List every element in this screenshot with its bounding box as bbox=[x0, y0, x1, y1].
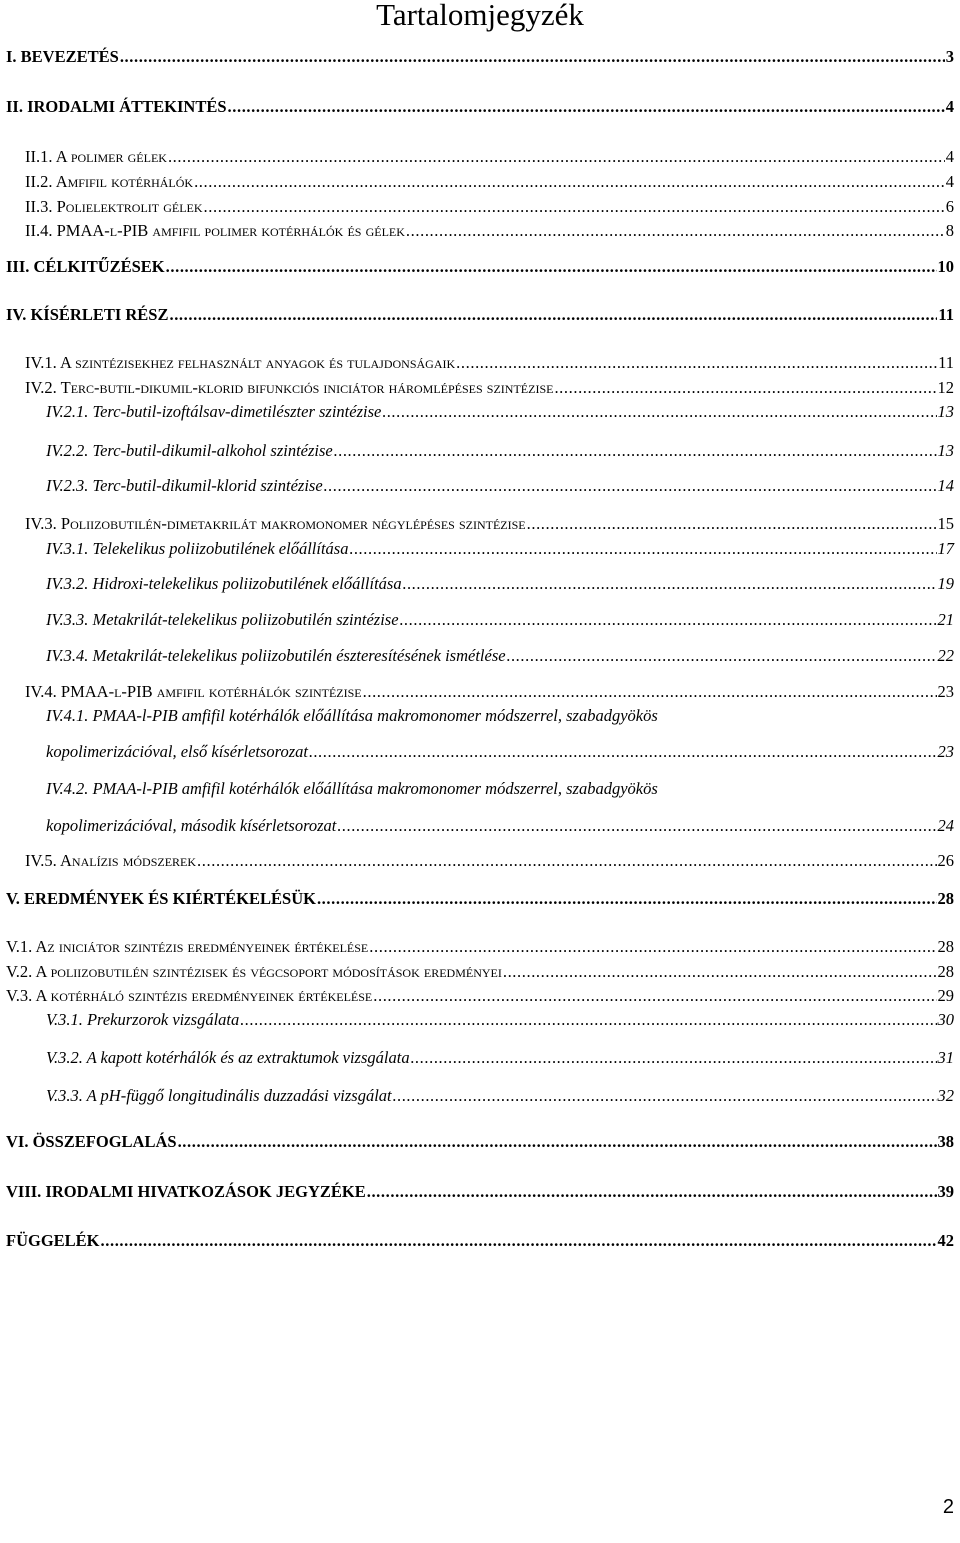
toc-entry-first-line[interactable]: IV.4.1. PMAA-l-PIB amfifil kotérhálók előállítása makromonomer módszerrel, szabadgyökös bbox=[46, 706, 658, 725]
toc-leader-dots bbox=[503, 960, 937, 984]
toc-entry-text: IV.3.2. Hidroxi-telekelikus poliizobutilének előállítása bbox=[46, 574, 402, 593]
toc-entry[interactable] bbox=[25, 376, 954, 402]
toc-leader-dots bbox=[166, 255, 937, 279]
toc-entry[interactable] bbox=[46, 644, 954, 670]
toc-entry-text: kopolimerizációval, első kísérletsorozat bbox=[46, 742, 308, 761]
toc-leader-dots bbox=[169, 303, 937, 327]
toc-entry[interactable] bbox=[46, 400, 954, 426]
toc-entry[interactable] bbox=[46, 1008, 954, 1034]
toc-page-number: 22 bbox=[937, 646, 954, 665]
toc-leader-dots bbox=[349, 537, 936, 561]
toc-page-number: 10 bbox=[937, 257, 954, 276]
toc-leader-dots bbox=[403, 572, 937, 596]
toc-leader-dots bbox=[400, 608, 937, 632]
toc-entry[interactable] bbox=[25, 219, 954, 245]
toc-leader-dots bbox=[554, 376, 936, 400]
toc-page-number: 31 bbox=[937, 1048, 954, 1067]
toc-leader-dots bbox=[527, 512, 937, 536]
toc-entry-text: II.4. PMAA-l-PIB amfifil polimer kotérhálók és gélek bbox=[25, 221, 405, 240]
toc-entry-text: V.3.3. A pH-függő longitudinális duzzadási vizsgálat bbox=[46, 1086, 392, 1105]
toc-entry[interactable] bbox=[6, 1180, 954, 1206]
toc-entry[interactable] bbox=[25, 195, 954, 221]
toc-leader-dots bbox=[334, 439, 937, 463]
toc-entry-text: IV.2.1. Terc-butil-izoftálsav-dimetilészter szintézise bbox=[46, 402, 382, 421]
page-number: 2 bbox=[942, 1496, 954, 1518]
toc-page-number: 29 bbox=[937, 986, 954, 1005]
toc-page-number: 13 bbox=[937, 441, 954, 460]
toc-page-number: 42 bbox=[937, 1231, 954, 1250]
toc-leader-dots bbox=[240, 1008, 936, 1032]
toc-entry[interactable] bbox=[25, 512, 954, 538]
toc-page-number: 12 bbox=[937, 378, 954, 397]
toc-leader-dots bbox=[337, 814, 936, 838]
toc-entry-text: V.2. A poliizobutilén szintézisek és végcsoport módosítások eredményei bbox=[6, 962, 502, 981]
toc-leader-dots bbox=[507, 644, 937, 668]
toc-leader-dots bbox=[369, 935, 936, 959]
toc-entry-text: V.1. Az iniciátor szintézis eredményeinek értékelése bbox=[6, 937, 369, 956]
toc-entry-text: VI. ÖSSZEFOGLALÁS bbox=[6, 1132, 177, 1151]
toc-entry-text: II.3. Polielektrolit gélek bbox=[25, 197, 203, 216]
toc-page-number: 39 bbox=[937, 1182, 954, 1201]
toc-leader-dots bbox=[324, 474, 937, 498]
toc-entry[interactable] bbox=[25, 849, 954, 875]
toc-entry[interactable] bbox=[46, 537, 954, 563]
toc-page-number: 4 bbox=[945, 97, 954, 116]
toc-entry-text: VIII. IRODALMI HIVATKOZÁSOK JEGYZÉKE bbox=[6, 1182, 366, 1201]
toc-leader-dots bbox=[309, 740, 937, 764]
toc-leader-dots bbox=[317, 887, 937, 911]
toc-entry[interactable] bbox=[6, 95, 954, 121]
toc-entry-text: IV.3.1. Telekelikus poliizobutilének előállítása bbox=[46, 539, 349, 558]
toc-page-number: 28 bbox=[937, 937, 954, 956]
toc-leader-dots bbox=[406, 219, 945, 243]
toc-entry[interactable] bbox=[25, 145, 954, 171]
toc-entry[interactable] bbox=[46, 572, 954, 598]
toc-entry-text: IV.3. Poliizobutilén-dimetakrilát makromonomer négylépéses szintézise bbox=[25, 514, 526, 533]
toc-entry[interactable] bbox=[46, 1084, 954, 1110]
toc-entry-text: V.3.2. A kapott kotérhálók és az extraktumok vizsgálata bbox=[46, 1048, 410, 1067]
toc-entry[interactable] bbox=[6, 984, 954, 1010]
toc-entry[interactable] bbox=[46, 814, 954, 840]
toc-entry[interactable] bbox=[6, 45, 954, 71]
toc-entry[interactable] bbox=[46, 439, 954, 465]
toc-entry[interactable] bbox=[46, 474, 954, 500]
toc-leader-dots bbox=[373, 984, 936, 1008]
toc-page-number: 15 bbox=[937, 514, 954, 533]
toc-leader-dots bbox=[393, 1084, 937, 1108]
toc-entry-text: IV.1. A szintézisekhez felhasznált anyagok és tulajdonságaik bbox=[25, 353, 456, 372]
toc-leader-dots bbox=[367, 1180, 937, 1204]
toc-entry-text: V.3.1. Prekurzorok vizsgálata bbox=[46, 1010, 240, 1029]
toc-entry-text: IV.2.3. Terc-butil-dikumil-klorid szintézise bbox=[46, 476, 323, 495]
toc-entry[interactable] bbox=[46, 1046, 954, 1072]
toc-entry-first-line[interactable]: IV.4.2. PMAA-l-PIB amfifil kotérhálók előállítása makromonomer módszerrel, szabadgyökös bbox=[46, 779, 658, 798]
toc-page-number: 6 bbox=[945, 197, 954, 216]
toc-entry-text: kopolimerizációval, második kísérletsorozat bbox=[46, 816, 337, 835]
toc-entry-text: IV.2.2. Terc-butil-dikumil-alkohol szintézise bbox=[46, 441, 333, 460]
toc-entry[interactable] bbox=[25, 680, 954, 706]
toc-page-number: 4 bbox=[945, 147, 954, 166]
toc-entry[interactable] bbox=[6, 935, 954, 961]
toc-page-number: 28 bbox=[937, 889, 954, 908]
toc-entry-text: V.3. A kotérháló szintézis eredményeinek értékelése bbox=[6, 986, 373, 1005]
toc-entry[interactable] bbox=[6, 1229, 954, 1255]
toc-entry[interactable] bbox=[6, 303, 954, 329]
toc-leader-dots bbox=[194, 170, 945, 194]
toc-page-number: 30 bbox=[937, 1010, 954, 1029]
toc-entry-text: II.2. Amfifil kotérhálók bbox=[25, 172, 194, 191]
toc-leader-dots bbox=[168, 145, 945, 169]
toc-page-number: 19 bbox=[937, 574, 954, 593]
toc-page-number: 32 bbox=[937, 1086, 954, 1105]
toc-page-number: 14 bbox=[937, 476, 954, 495]
toc-entry[interactable] bbox=[6, 887, 954, 913]
toc-page-number: 38 bbox=[937, 1132, 954, 1151]
toc-entry[interactable] bbox=[46, 608, 954, 634]
toc-page-number: 11 bbox=[938, 305, 954, 324]
toc-leader-dots bbox=[228, 95, 945, 119]
toc-leader-dots bbox=[411, 1046, 937, 1070]
toc-page-number: 26 bbox=[937, 851, 954, 870]
toc-page-number: 23 bbox=[937, 742, 954, 761]
toc-entry-text: I. BEVEZETÉS bbox=[6, 47, 119, 66]
toc-page-number: 23 bbox=[937, 682, 954, 701]
toc-leader-dots bbox=[204, 195, 945, 219]
toc-leader-dots bbox=[101, 1229, 937, 1253]
toc-page-number: 28 bbox=[937, 962, 954, 981]
toc-entry[interactable] bbox=[6, 1130, 954, 1156]
page-title: Tartalomjegyzék bbox=[376, 0, 584, 32]
toc-entry-text: IV. KÍSÉRLETI RÉSZ bbox=[6, 305, 169, 324]
toc-entry-text: IV.3.4. Metakrilát-telekelikus poliizobutilén észteresítésének ismétlése bbox=[46, 646, 506, 665]
toc-page-number: 8 bbox=[945, 221, 954, 240]
toc-entry[interactable] bbox=[25, 170, 954, 196]
toc-page-number: 21 bbox=[937, 610, 954, 629]
toc-entry-text: V. EREDMÉNYEK ÉS KIÉRTÉKELÉSÜK bbox=[6, 889, 316, 908]
toc-entry[interactable] bbox=[6, 960, 954, 986]
toc-entry[interactable] bbox=[25, 351, 954, 377]
toc-leader-dots bbox=[197, 849, 936, 873]
toc-entry[interactable] bbox=[6, 255, 954, 281]
toc-entry-text: II. IRODALMI ÁTTEKINTÉS bbox=[6, 97, 227, 116]
toc-leader-dots bbox=[382, 400, 936, 424]
toc-entry-text: IV.3.3. Metakrilát-telekelikus poliizobutilén szintézise bbox=[46, 610, 399, 629]
toc-leader-dots bbox=[363, 680, 937, 704]
toc-entry-text: IV.5. Analízis módszerek bbox=[25, 851, 197, 870]
toc-entry-text: II.1. A polimer gélek bbox=[25, 147, 167, 166]
toc-entry-text: FÜGGELÉK bbox=[6, 1231, 100, 1250]
toc-page-number: 24 bbox=[937, 816, 954, 835]
toc-page-number: 13 bbox=[937, 402, 954, 421]
toc-entry-text: III. CÉLKITŰZÉSEK bbox=[6, 257, 165, 276]
toc-entry[interactable] bbox=[46, 740, 954, 766]
toc-page-number: 4 bbox=[945, 172, 954, 191]
toc-page-number: 17 bbox=[937, 539, 954, 558]
toc-page-number: 3 bbox=[945, 47, 954, 66]
toc-leader-dots bbox=[120, 45, 945, 69]
toc-leader-dots bbox=[456, 351, 937, 375]
toc-page-number: 11 bbox=[938, 353, 954, 372]
toc-leader-dots bbox=[178, 1130, 937, 1154]
toc-entry-text: IV.2. Terc-butil-dikumil-klorid bifunkciós iniciátor háromlépéses szintézise bbox=[25, 378, 554, 397]
toc-entry-text: IV.4. PMAA-l-PIB amfifil kotérhálók szintézise bbox=[25, 682, 362, 701]
